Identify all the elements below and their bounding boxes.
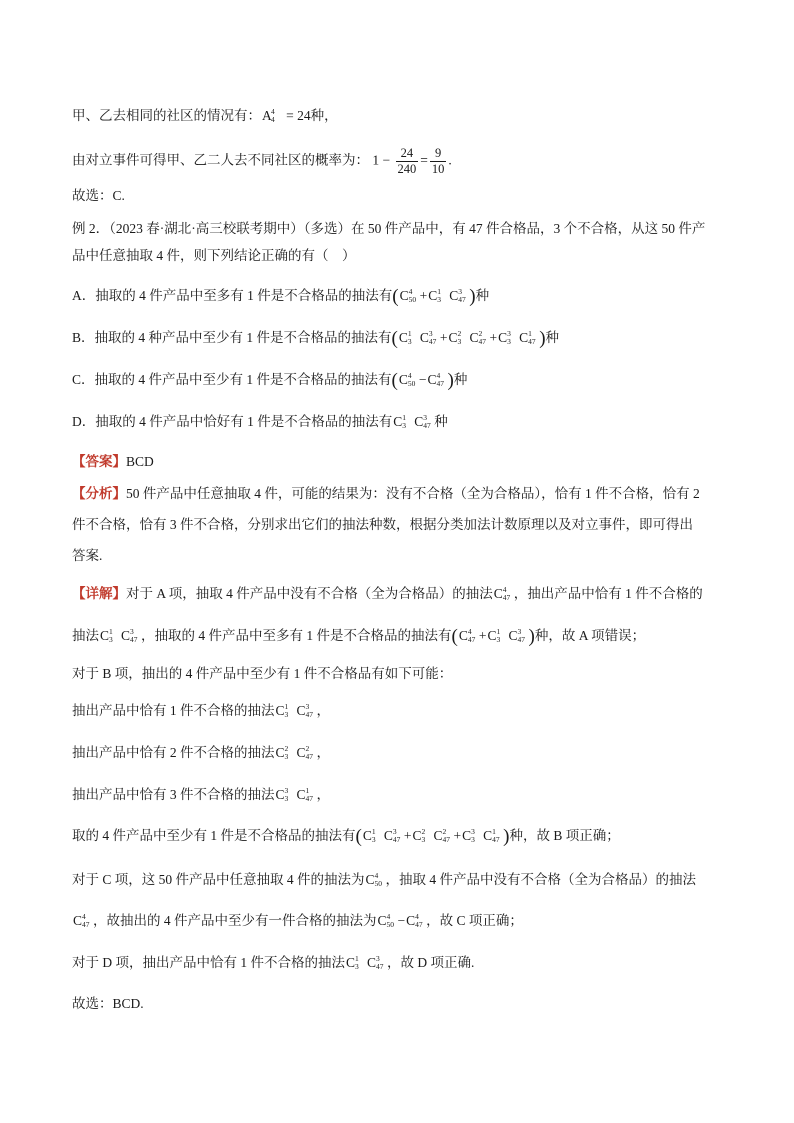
answer-line: 【答案】BCD: [72, 454, 154, 469]
example-2-line-1: 例 2．（2023 春·湖北·高三校联考期中）（多选）在 50 件产品中，有 47 件合格品，3 个不合格，从这 50 件产: [72, 221, 706, 236]
analysis-line-3: 答案.: [72, 548, 103, 563]
answer-tag: 【答案】: [72, 454, 126, 469]
option-d: D．抽取的 4 件产品中恰好有 1 件是不合格品的抽法有C 1 3 C 3 47 种: [72, 413, 448, 430]
option-a: A．抽取的 4 件产品中至多有 1 件是不合格品的抽法有(C 4 50 +C 1 3 C 3 47 )种: [72, 286, 490, 307]
analysis-tag: 【分析】: [72, 486, 126, 501]
line-choose-c: 故选：C.: [72, 188, 125, 203]
detail-line-10: 对于 D 项，抽出产品中恰有 1 件不合格的抽法C 1 3 C 3 47 ，故 D 项正确.: [72, 954, 475, 971]
analysis-line-2: 件不合格，恰有 3 件不合格，分别求出它们的抽法种数，根据分类加法计数原理以及对立事件，即可得出: [72, 517, 693, 532]
detail-line-3: 对于 B 项，抽出的 4 件产品中至少有 1 件不合格品有如下可能：: [72, 666, 453, 681]
line-probability: 由对立事件可得甲、乙二人去不同社区的概率为： 1 − $\frac{24}{240}$ = $\frac{9}{10}$ .: [72, 146, 452, 176]
detail-line-1: 【详解】对于 A 项，抽取 4 件产品中没有不合格（全为合格品）的抽法C 4 47 ，抽出产品中恰有 1 件不合格的: [72, 585, 703, 602]
detail-line-4: 抽出产品中恰有 1 件不合格的抽法C 1 3 C 3 47 ，: [72, 702, 331, 719]
analysis-line-1: 【分析】50 件产品中任意抽取 4 件，可能的结果为：没有不合格（全为合格品），恰有 1 件不合格，恰有 2: [72, 486, 700, 501]
detail-line-7: 取的 4 件产品中至少有 1 件是不合格品的抽法有(C 1 3 C 3 47 +C 2 3 C 2 47 +C 3 3 C 1 47 )种，故 B 项正确；: [72, 826, 620, 847]
detail-line-9: C 4 47 ，故抽出的 4 件产品中至少有一件合格的抽法为C 4 50 −C 4 47 ，故 C 项正确；: [73, 912, 523, 929]
example-2-line-2: 品中任意抽取 4 件，则下列结论正确的有（ ）: [72, 248, 356, 263]
option-c: C．抽取的 4 件产品中至少有 1 件是不合格品的抽法有(C 4 50 −C 4 47 )种: [72, 370, 468, 391]
detail-line-11: 故选：BCD.: [72, 996, 144, 1011]
detail-line-8: 对于 C 项，这 50 件产品中任意抽取 4 件的抽法为C 4 50 ，抽取 4 件产品中没有不合格（全为合格品）的抽法: [72, 871, 697, 888]
line-same-community: 甲、乙去相同的社区的情况有：A 4 4 = 24种，: [72, 107, 338, 124]
detail-line-2: 抽法C 1 3 C 3 47 ，抽取的 4 件产品中至多有 1 件是不合格品的抽法有(C 4 47 +C 1 3 C 3 47 )种，故 A 项错误；: [72, 626, 646, 647]
fraction-24-240: $\frac{24}{240}$: [397, 146, 417, 176]
option-b: B．抽取的 4 种产品中至少有 1 件是不合格品的抽法有(C 1 3 C 3 47 +C 2 3 C 2 47 +C 3 3 C 1 47 )种: [72, 328, 560, 349]
fraction-9-10: $\frac{9}{10}$: [431, 146, 445, 176]
detail-line-5: 抽出产品中恰有 2 件不合格的抽法C 2 3 C 2 47 ，: [72, 744, 331, 761]
detail-line-6: 抽出产品中恰有 3 件不合格的抽法C 3 3 C 1 47 ，: [72, 786, 331, 803]
detail-tag: 【详解】: [72, 586, 126, 601]
math-a44: A 4 4: [262, 107, 275, 124]
